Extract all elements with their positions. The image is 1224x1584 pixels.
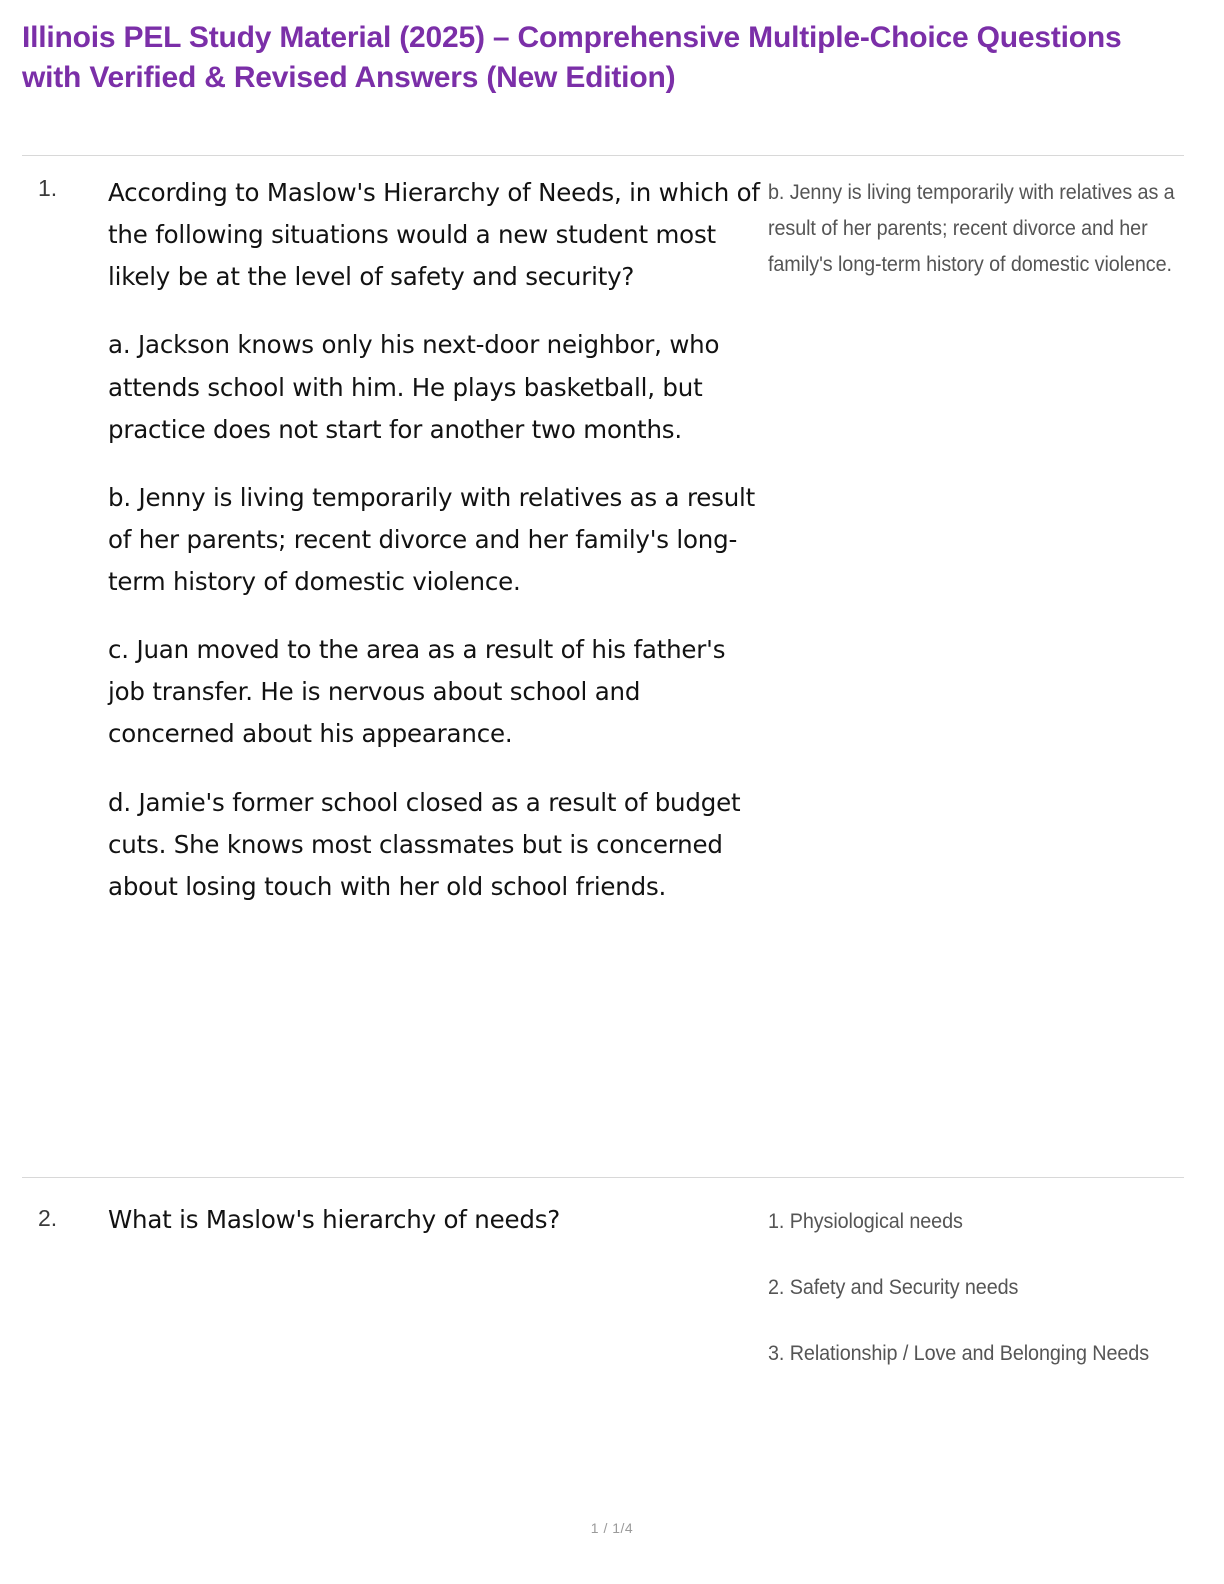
answer-line-2-3: 3. Relationship / Love and Belonging Needs [768, 1341, 1150, 1366]
question-number-1: 1. [38, 175, 58, 201]
page-title: Illinois PEL Study Material (2025) – Comprehensive Multiple-Choice Questions with Verified & Revised Answers (New Edition) [22, 21, 1122, 94]
answer-line-1-1: b. Jenny is living temporarily with relatives as a result of her parents; recent divorce and her family's long-term history of domestic violence. [768, 180, 1175, 277]
question-option-1c: c. Juan moved to the area as a result of his father's job transfer. He is nervous about school and concerned about his appearance. [108, 635, 726, 749]
divider-top [22, 155, 1184, 156]
question-body-2 [108, 1199, 768, 1241]
question-option-1a: a. Jackson knows only his next-door neighbor, who attends school with him. He plays basketball, but practice does not start for another two months. [108, 330, 720, 444]
answer-block-1 [768, 174, 1182, 282]
answer-line-2-1: 1. Physiological needs [768, 1209, 963, 1233]
question-option-1b: b. Jenny is living temporarily with relatives as a result of her parents; recent divorce and her family's long-term history of domestic violence. [108, 482, 756, 596]
divider-mid [22, 1177, 1184, 1178]
question-stem-2: What is Maslow's hierarchy of needs? [108, 1205, 561, 1234]
answer-block-2 [768, 1203, 1164, 1371]
question-body-1 [108, 172, 768, 908]
page-footer: 1 / 1/4 [590, 1520, 634, 1536]
question-number-2: 2. [38, 1205, 58, 1231]
question-option-1d: d. Jamie's former school closed as a result of budget cuts. She knows most classmates but is concerned about losing touch with her old school friends. [108, 787, 741, 901]
question-stem-1: According to Maslow's Hierarchy of Needs, in which of the following situations would a new student most likely be at the level of safety and security? [108, 178, 760, 292]
answer-line-2-2: 2. Safety and Security needs [768, 1275, 1019, 1300]
